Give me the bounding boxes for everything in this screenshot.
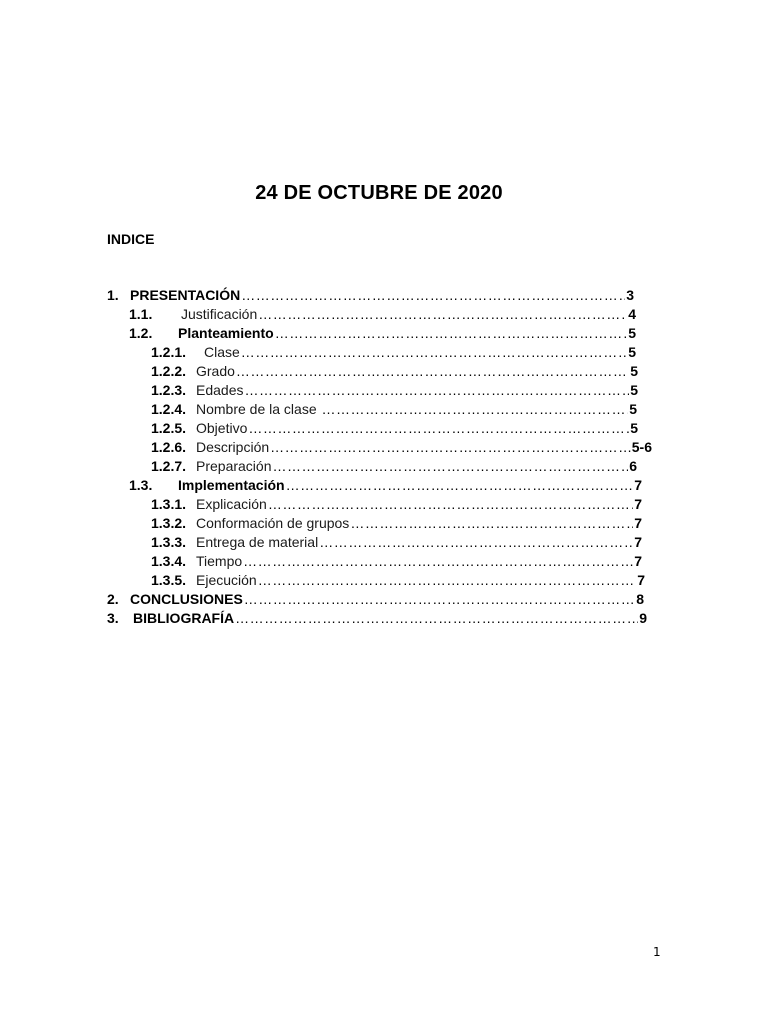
toc-entry-number: 1. (107, 287, 119, 303)
toc-entry-number: 1.3. (129, 477, 153, 493)
toc-dot-leader (319, 534, 633, 550)
toc-entry[interactable] (129, 306, 636, 325)
toc-entry-page: 5-6 (631, 439, 652, 455)
toc-dot-leader (273, 458, 629, 474)
toc-dot-leader (322, 401, 629, 417)
toc-entry[interactable] (151, 363, 638, 382)
page-title: 24 DE OCTUBRE DE 2020 (255, 182, 503, 204)
toc-dot-leader (350, 515, 633, 531)
toc-dot-leader (248, 420, 629, 436)
toc-entry-number: 1.2.1. (151, 344, 187, 360)
toc-entry-page: 7 (634, 477, 642, 493)
toc-entry-number: 1.3.5. (151, 572, 187, 588)
toc-entry[interactable] (151, 496, 642, 515)
toc-entry[interactable] (129, 477, 642, 496)
toc-dot-leader (286, 477, 634, 493)
toc-entry-number: 1.3.1. (151, 496, 187, 512)
toc-entry-label: Tiempo (196, 553, 243, 569)
toc-entry-number: 1.1. (129, 306, 153, 322)
toc-entry[interactable] (107, 287, 634, 306)
toc-entry-label: BIBLIOGRAFÍA (133, 610, 235, 626)
toc-entry-page: 5 (630, 420, 638, 436)
toc-entry-number: 1.2.5. (151, 420, 187, 436)
toc-entry-page: 7 (634, 553, 642, 569)
toc-dot-leader (243, 553, 633, 569)
toc-entry[interactable] (151, 458, 637, 477)
toc-entry-page: 3 (626, 287, 634, 303)
toc-entry[interactable] (151, 401, 637, 420)
toc-entry-page: 5 (628, 325, 636, 341)
toc-entry-label: Explicación (196, 496, 267, 512)
toc-dot-leader (241, 287, 625, 303)
toc-dot-leader (241, 344, 627, 360)
toc-entry[interactable] (107, 591, 644, 610)
toc-entry-number: 1.3.3. (151, 534, 187, 550)
toc-entry-number: 1.3.4. (151, 553, 187, 569)
toc-entry-page: 8 (636, 591, 644, 607)
toc-entry-page: 5 (628, 344, 636, 360)
toc-entry-label: PRESENTACIÓN (130, 287, 241, 303)
toc-entry-page: 7 (634, 496, 642, 512)
toc-entry-label: Grado (196, 363, 235, 379)
toc-entry-page: 7 (634, 515, 642, 531)
toc-entry-label: Ejecución (196, 572, 257, 588)
toc-entry-page: 5 (630, 382, 638, 398)
toc-entry[interactable] (151, 382, 638, 401)
toc-entry-number: 1.3.2. (151, 515, 187, 531)
toc-entry-number: 1.2.6. (151, 439, 187, 455)
toc-entry-label: Justificación (181, 306, 258, 322)
toc-entry[interactable] (107, 610, 647, 629)
toc-entry-number: 3. (107, 610, 119, 626)
toc-entry-number: 2. (107, 591, 119, 607)
toc-dot-leader (236, 363, 629, 379)
toc-entry-page: 5 (630, 363, 638, 379)
toc-dot-leader (258, 306, 627, 322)
toc-dot-leader (270, 439, 631, 455)
toc-entry-label: Planteamiento (178, 325, 274, 341)
page-number: 1 (653, 945, 661, 959)
toc-entry-label: CONCLUSIONES (130, 591, 243, 607)
toc-entry-number: 1.2.2. (151, 363, 187, 379)
toc-entry-number: 1.2.3. (151, 382, 187, 398)
toc-entry-page: 7 (634, 534, 642, 550)
toc-entry-page: 7 (637, 572, 645, 588)
toc-entry-page: 5 (629, 401, 637, 417)
toc-entry-label: Preparación (196, 458, 272, 474)
toc-dot-leader (275, 325, 628, 341)
toc-entry[interactable] (151, 515, 642, 534)
toc-entry-label: Descripción (196, 439, 270, 455)
toc-entry[interactable] (151, 344, 636, 363)
toc-entry-page: 9 (639, 610, 647, 626)
toc-dot-leader (258, 572, 637, 588)
toc-entry-label: Implementación (178, 477, 285, 493)
toc-dot-leader (235, 610, 638, 626)
toc-entry-page: 6 (629, 458, 637, 474)
toc-dot-leader (244, 591, 635, 607)
toc-entry[interactable] (151, 553, 642, 572)
toc-dot-leader (244, 382, 629, 398)
toc-dot-leader (268, 496, 633, 512)
index-heading: INDICE (107, 231, 155, 247)
toc-entry-label: Objetivo (196, 420, 248, 436)
toc-entry-number: 1.2. (129, 325, 153, 341)
toc-entry-label: Entrega de material (196, 534, 319, 550)
toc-entry[interactable] (151, 572, 645, 591)
toc-entry-label: Edades (196, 382, 244, 398)
toc-entry-label: Clase (204, 344, 240, 360)
toc-entry[interactable] (151, 534, 642, 553)
toc-entry[interactable] (151, 439, 652, 458)
toc-entry-number: 1.2.7. (151, 458, 187, 474)
toc-entry-page: 4 (628, 306, 636, 322)
toc-entry-label: Conformación de grupos (196, 515, 350, 531)
toc-entry-number: 1.2.4. (151, 401, 187, 417)
toc-entry[interactable] (151, 420, 638, 439)
toc-entry[interactable] (129, 325, 636, 344)
toc-entry-label: Nombre de la clase (196, 401, 321, 417)
